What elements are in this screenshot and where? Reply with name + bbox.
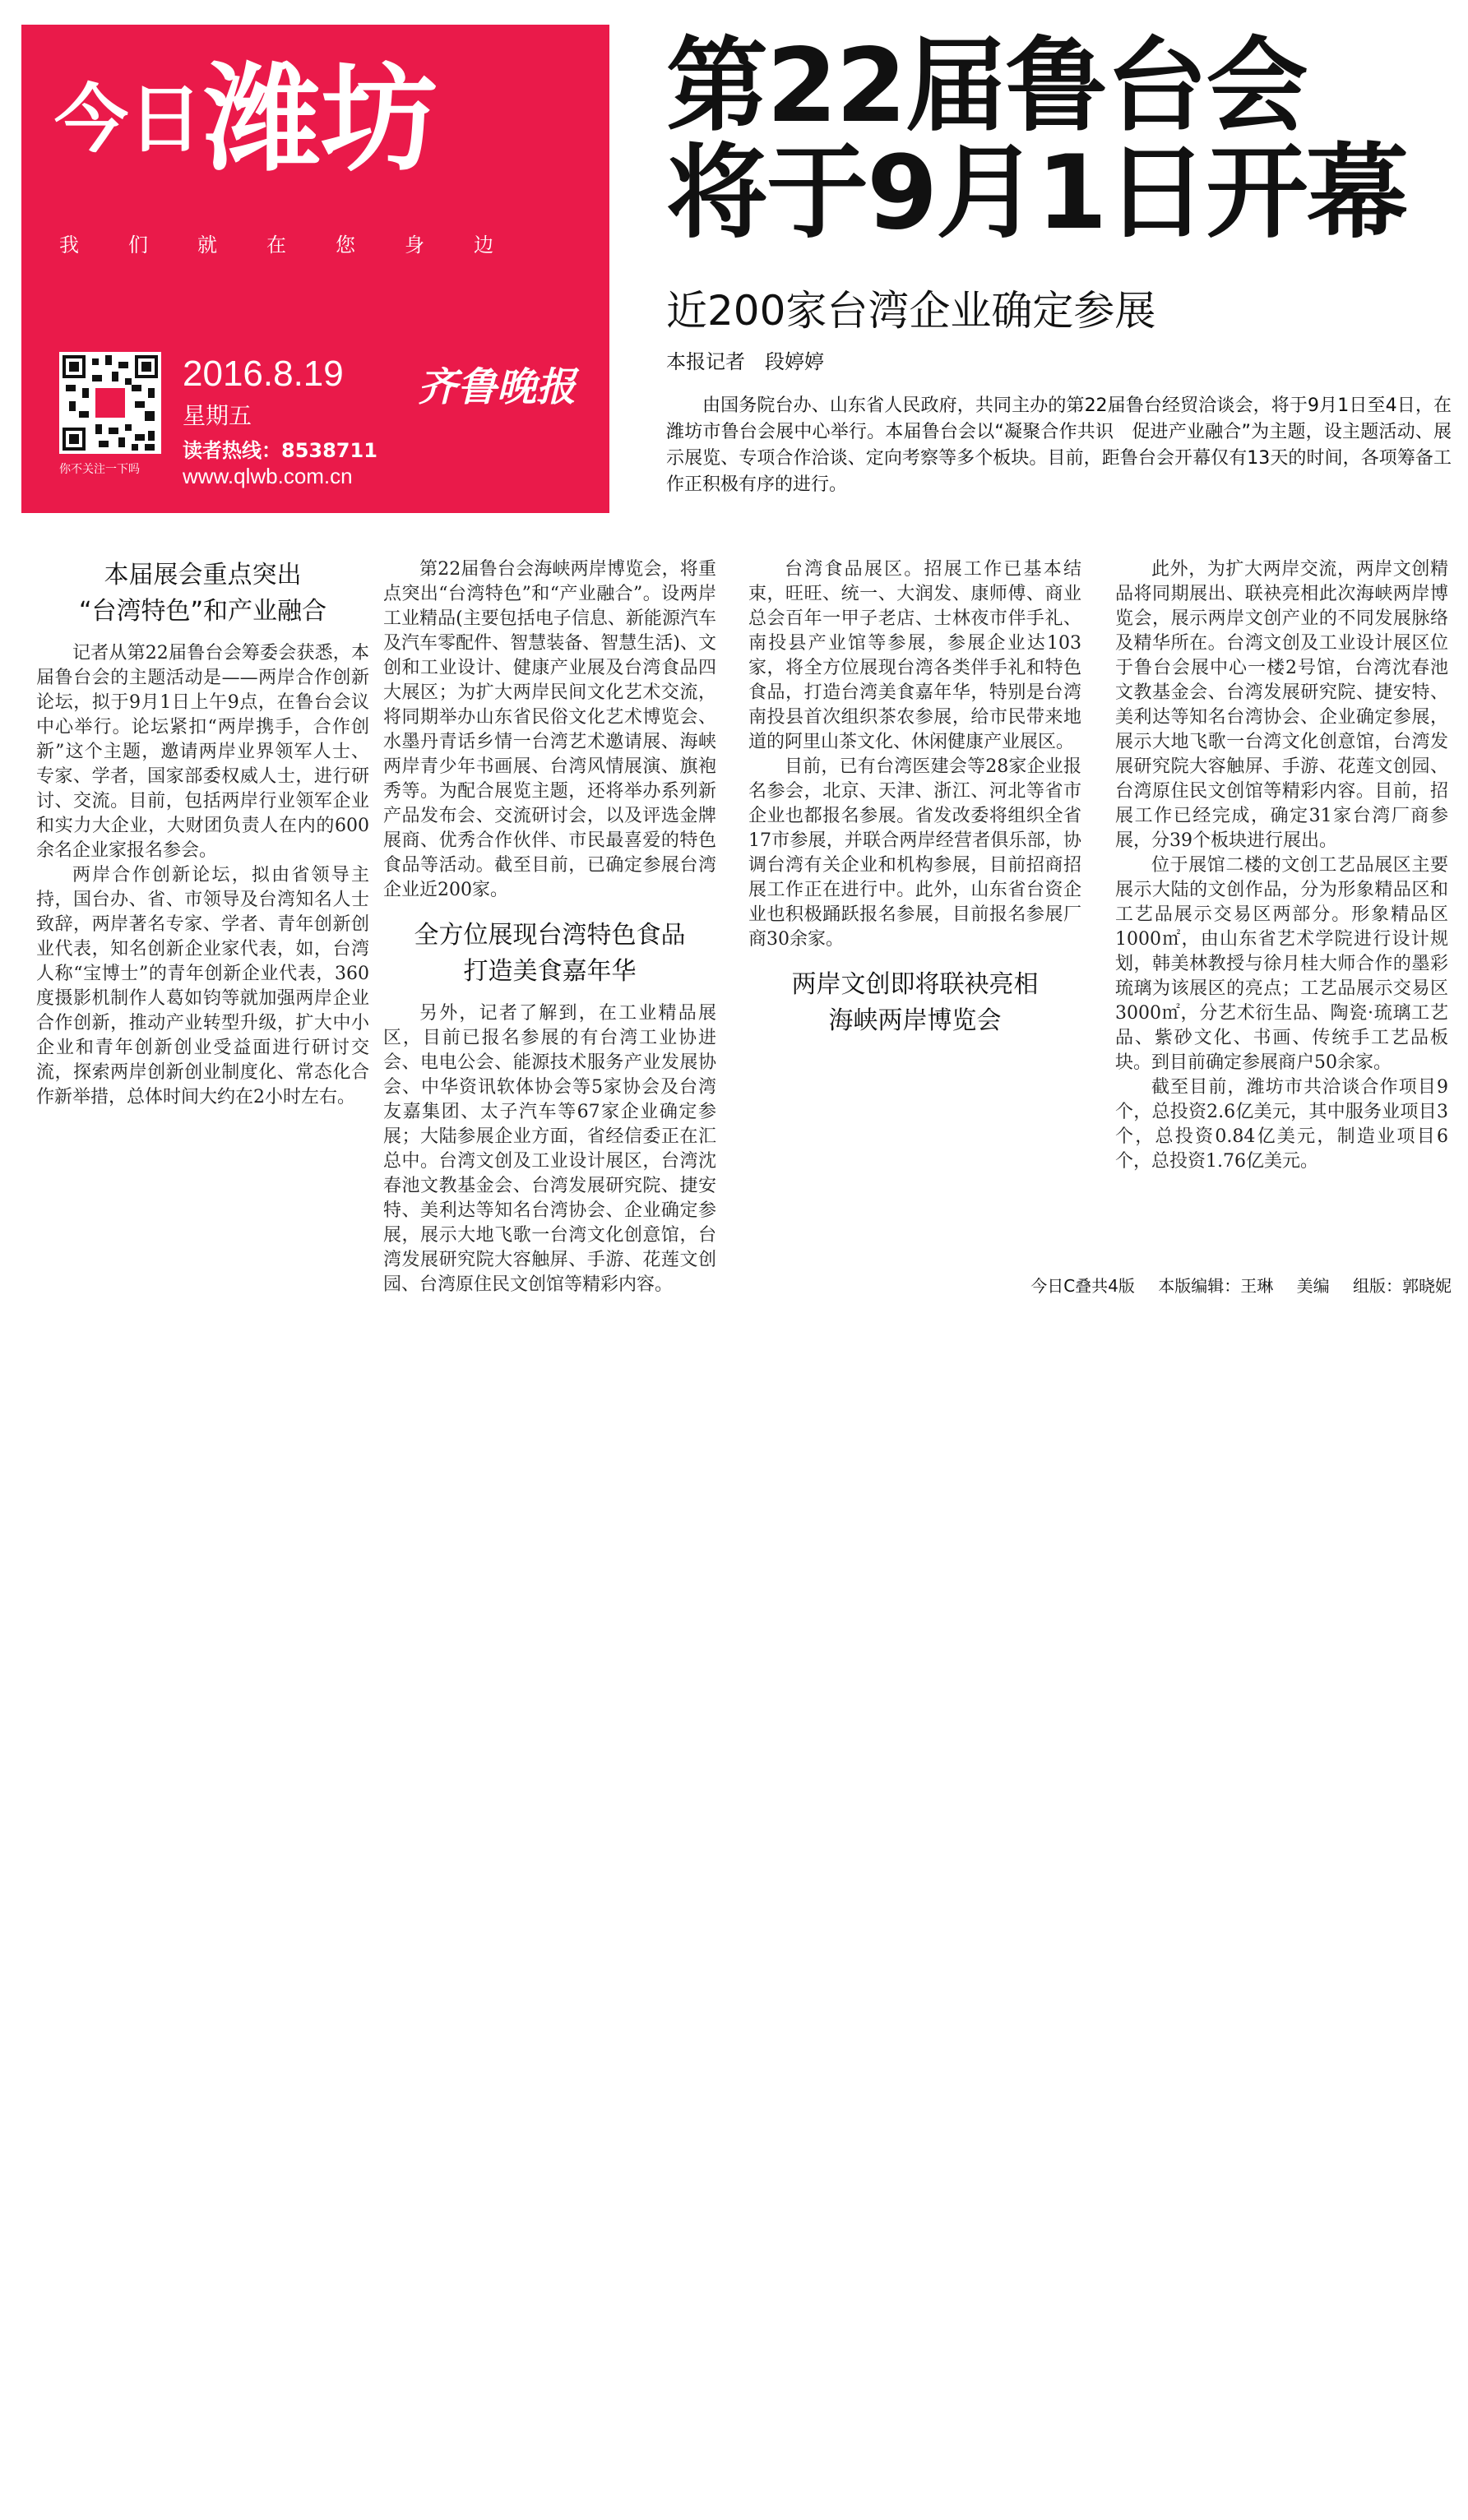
section-heading-3 xyxy=(748,967,1081,1039)
masthead-info xyxy=(21,337,609,513)
logo xyxy=(54,54,438,186)
logo-city: 潍坊 xyxy=(204,52,438,187)
section-heading-3-line-1: 两岸文创即将联袂亮相 xyxy=(791,970,1039,999)
footer-proofreader: 组版：郭晓妮 xyxy=(1353,1276,1452,1296)
paragraph-3: 第22届鲁台会海峡两岸博览会，将重点突出“台湾特色”和“产业融合”。设两岸工业精品(主要包括电子信息、新能源汽车及汽车零配件、智慧装备、智慧生活)、文创和工业设计、健康产业展及台湾食品四大展区；为扩大两岸民间文化艺术交流，将同期举办山东省民俗文化艺术博览会、水墨丹青话乡情一台湾艺术邀请展、海峡两岸青少年书画展、台湾风情展演、旗袍秀等。为配合展览主题，还将举办系列新产品发布会、交流研讨会，以及评选金牌展商、优秀合作伙伴、市民最喜爱的特色食品等活动。截至目前，已确定参展台湾企业近200家。 xyxy=(383,559,716,900)
paragraph-9: 截至目前，潍坊市共洽谈合作项目9个，总投资2.6亿美元，其中服务业项目3个，总投资0.84亿美元，制造业项目6个，总投资1.76亿美元。 xyxy=(1115,1077,1448,1172)
masthead-logo-box xyxy=(21,25,609,513)
slogan: 我们就在您身边 xyxy=(59,234,543,257)
headline xyxy=(666,27,1456,252)
section-heading-1-line-2: “台湾特色”和产业融合 xyxy=(78,597,327,626)
article-column-4 xyxy=(1115,557,1448,1174)
section-heading-3-line-2: 海峡两岸博览会 xyxy=(828,1006,1002,1035)
article-column-2 xyxy=(383,557,716,1297)
lead-paragraph: 由国务院台办、山东省人民政府，共同主办的第22届鲁台经贸洽谈会，将于9月1日至4日，在潍坊市鲁台会展中心举行。本届鲁台会以“凝聚合作共识 促进产业融合”为主题，设主题活动、展示展览、专项合作洽谈、定向考察等多个板块。目前，距鲁台会开幕仅有13天的时间，各项筹备工作正积极有序的进行。 xyxy=(666,395,1452,495)
headline-line-2: 将于9月1日开幕 xyxy=(666,134,1407,252)
issue-weekday: 星期五 xyxy=(183,402,252,429)
footer-designer: 美编 xyxy=(1296,1276,1330,1296)
section-heading-2 xyxy=(383,918,716,990)
byline: 本报记者 段婷婷 xyxy=(666,350,824,373)
website: www.qlwb.com.cn xyxy=(183,464,353,488)
section-heading-1-line-1: 本届展会重点突出 xyxy=(104,561,302,590)
logo-today: 今日 xyxy=(54,76,202,163)
paragraph-4: 另外，记者了解到，在工业精品展区，目前已报名参展的有台湾工业协进会、电电公会、能源技术服务产业发展协会、中华资讯软体协会等5家协会及台湾友嘉集团、太子汽车等67家企业确定参展；大陆参展企业方面，省经信委正在汇总中。台湾文创及工业设计展区，台湾沈春池文教基金会、台湾发展研究院、捷安特、美利达等知名台湾协会、企业确定参展，展示大地飞歌一台湾文化创意馆，台湾发展研究院大容触屏、手游、花莲文创园、台湾原住民文创馆等精彩内容。 xyxy=(383,1003,716,1295)
paragraph-5: 台湾食品展区。招展工作已基本结束，旺旺、统一、大润发、康师傅、商业总会百年一甲子老店、士林夜市伴手礼、南投县产业馆等参展，参展企业达103家，将全方位展现台湾各类伴手礼和特色食品，打造台湾美食嘉年华，特别是台湾南投县首次组织茶农参展，给市民带来地道的阿里山茶文化、休闲健康产业展区。 xyxy=(748,559,1081,752)
issue-date: 2016.8.19 xyxy=(183,354,344,394)
article-column-1 xyxy=(36,557,369,1110)
paragraph-8: 位于展馆二楼的文创工艺品展区主要展示大陆的文创作品，分为形象精品区和工艺品展示交易区两部分。形象精品区1000㎡，由山东省艺术学院进行设计规划，韩美林教授与徐月桂大师合作的墨彩琉璃为该展区的亮点；工艺品展示交易区3000㎡，分艺术衍生品、陶瓷·琉璃工艺品、紫砂文化、书画、传统手工艺品板块。到目前确定参展商户50余家。 xyxy=(1115,855,1448,1073)
headline-line-1: 第22届鲁台会 xyxy=(666,27,1307,146)
section-heading-1 xyxy=(36,557,369,630)
paragraph-6: 目前，已有台湾医建会等28家企业报名参会，北京、天津、浙江、河北等省市企业也都报名参展。省发改委将组织全省17市参展，并联合两岸经营者俱乐部，协调台湾有关企业和机构参展，目前招商招展工作正在进行中。此外，山东省台资企业也积极踊跃报名参展，目前报名参展厂商30余家。 xyxy=(748,756,1081,950)
paragraph-1: 记者从第22届鲁台会筹委会获悉，本届鲁台会的主题活动是——两岸合作创新论坛，拟于9月1日上午9点，在鲁台会议中心举行。论坛紧扣“两岸携手，合作创新”这个主题，邀请两岸业界领军人士、专家、学者，国家部委权威人士，进行研讨、交流。目前，包括两岸行业领军企业和实力大企业，大财团负责人在内的600余名企业家报名参会。 xyxy=(36,643,369,861)
qr-caption: 你不关注一下吗 xyxy=(59,463,140,476)
footer-pages: 今日C叠共4版 xyxy=(1030,1276,1135,1296)
page-footer xyxy=(1012,1273,1452,1297)
article-column-3 xyxy=(748,557,1081,1051)
reader-hotline: 读者热线：8538711 xyxy=(183,439,377,462)
section-heading-2-line-1: 全方位展现台湾特色食品 xyxy=(414,921,686,950)
masthead xyxy=(21,25,609,513)
qr-code-icon xyxy=(59,352,161,454)
footer-editor: 本版编辑：王琳 xyxy=(1158,1276,1274,1296)
paragraph-2: 两岸合作创新论坛，拟由省领导主持，国台办、省、市领导及台湾知名人士致辞，两岸著名专家、学者、青年创新创业代表，知名创新企业家代表，如，台湾人称“宝博士”的青年创新企业代表，360度摄影机制作人葛如钧等就加强两岸企业合作创新，推动产业转型升级，扩大中小企业和青年创新创业受益面进行研讨交流，探索两岸创新创业制度化、常态化合作新举措，总体时间大约在2小时左右。 xyxy=(36,865,369,1107)
paragraph-7: 此外，为扩大两岸交流，两岸文创精品将同期展出、联袂亮相此次海峡两岸博览会，展示两岸文创产业的不同发展脉络及精华所在。台湾文创及工业设计展区位于鲁台会展中心一楼2号馆，台湾沈春池文教基金会、台湾发展研究院、捷安特、美利达等知名台湾协会、企业确定参展，展示大地飞歌一台湾文化创意馆，台湾发展研究院大容触屏、手游、花莲文创园、台湾原住民文创馆等精彩内容。目前，招展工作已经完成，确定31家台湾厂商参展，分39个板块进行展出。 xyxy=(1115,559,1448,851)
section-heading-2-line-2: 打造美食嘉年华 xyxy=(463,957,637,986)
paper-name-logo: 齐鲁晚报 xyxy=(418,364,577,410)
subheadline: 近200家台湾企业确定参展 xyxy=(666,287,1156,335)
